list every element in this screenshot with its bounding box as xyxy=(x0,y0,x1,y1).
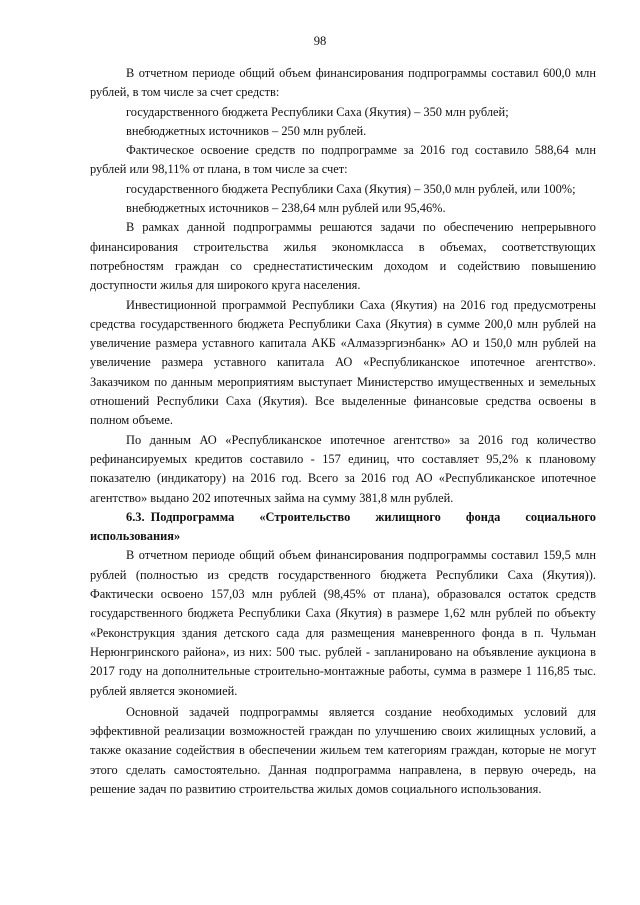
section-title: Подпрограмма «Строительство жилищного фонда социального использования» xyxy=(90,509,596,544)
paragraph: По данным АО «Республиканское ипотечное агентство» за 2016 год количество рефинансируемых кредитов составило - 157 единиц, что составляет 95,2% к плановому показателю (индикатору) на 2016 год. Всего за 2016 год АО «Республиканское ипотечное агентство» выдано 202 ипотечных займа на сумму 381,8 млн рублей. xyxy=(90,432,596,505)
paragraph: государственного бюджета Республики Саха (Якутия) – 350,0 млн рублей, или 100%; xyxy=(126,181,576,196)
paragraph: Инвестиционной программой Республики Саха (Якутия) на 2016 год предусмотрены средства государственного бюджета Республики Саха (Якутия) в сумме 200,0 млн рублей на увеличение размера уставного капитала АКБ «Алмазэргиэнбанк» АО и 150,0 млн рублей на увеличение размера уставного капитала АО «Республиканское ипотечное агентство». Заказчиком по данным мероприятиям выступает Министерство имущественных и земельных отношений Республики Саха (Якутия). Все выделенные финансовые средства освоены в полном объеме. xyxy=(90,297,596,428)
section-number: 6.3. xyxy=(126,509,145,524)
paragraph: государственного бюджета Республики Саха (Якутия) – 350 млн рублей; xyxy=(126,104,509,119)
paragraph: внебюджетных источников – 238,64 млн рублей или 95,46%. xyxy=(126,201,446,216)
paragraph: В отчетном периоде общий объем финансирования подпрограммы составил 159,5 млн рублей (полностью из средств государственного бюджета Республики Саха (Якутия)). Фактически освоено 157,03 млн рублей (98,45% от плана), образовался остаток средств государственного бюджета Республики Саха (Якутия) в размере 1,62 млн рублей по объекту «Реконструкция здания детского сада для размещения маневренного фонда в п. Чульман Нерюнгринского района», из них: 500 тыс. рублей - запланировано на объявление аукциона в 2017 году на дополнительные строительно-монтажные работы, сумма в размере 1 116,85 тыс. рублей является экономией. xyxy=(90,548,596,698)
section-heading xyxy=(90,508,596,547)
page-number: 98 xyxy=(313,34,327,48)
page-body xyxy=(90,64,596,799)
paragraph: Основной задачей подпрограммы является создание необходимых условий для эффективной реализации возможностей граждан по улучшению своих жилищных условий, а также оказание содействия в обеспечении жильем тем категориям граждан, которые не могут этого сделать самостоятельно. Данная подпрограмма направлена, в первую очередь, на решение задач по развитию строительства жилых домов социального использования. xyxy=(90,704,596,796)
paragraph: В рамках данной подпрограммы решаются задачи по обеспечению непрерывного финансирования строительства жилья экономкласса в объемах, соответствующих потребностям граждан со среднестатистическим доходом и содействию повышению доступности жилья для широкого круга населения. xyxy=(90,220,596,293)
paragraph: В отчетном периоде общий объем финансирования подпрограммы составил 600,0 млн рублей, в том числе за счет средств: xyxy=(90,66,596,100)
paragraph: Фактическое освоение средств по подпрограмме за 2016 год составило 588,64 млн рублей или 98,11% от плана, в том числе за счет: xyxy=(90,143,596,177)
paragraph: внебюджетных источников – 250 млн рублей. xyxy=(126,123,367,138)
